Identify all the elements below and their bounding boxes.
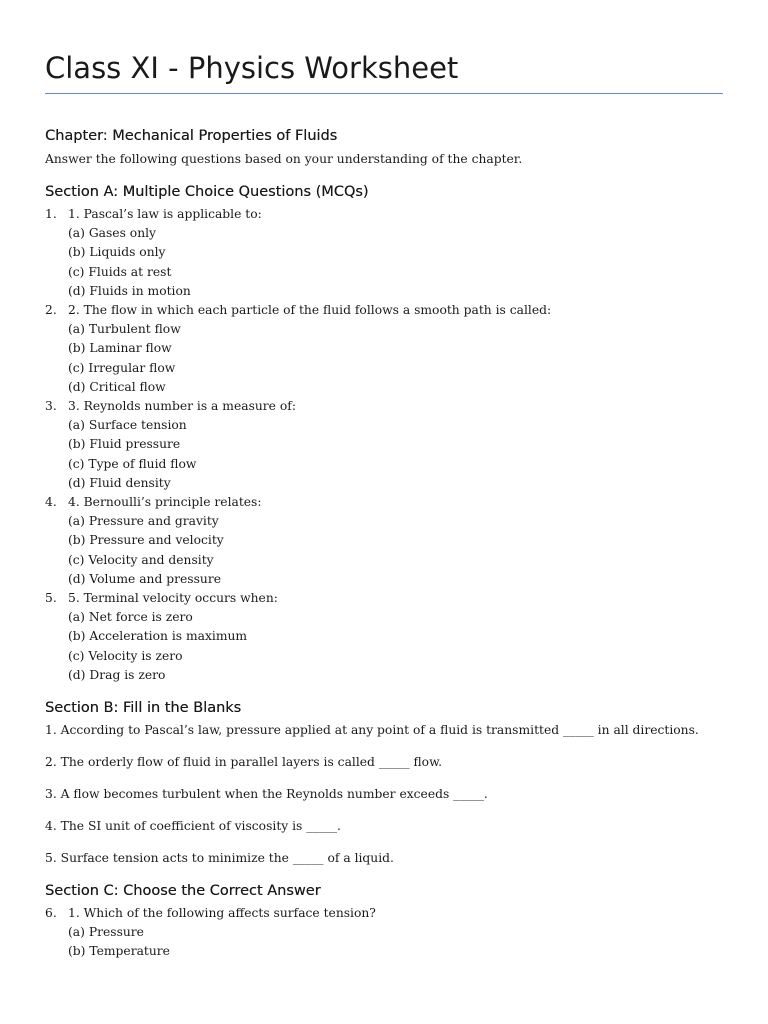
fill-blank-item: 3. A flow becomes turbulent when the Reynolds number exceeds _____. [45, 787, 488, 802]
intro-text: Answer the following questions based on your understanding of the chapter. [45, 152, 523, 166]
section-a-heading: Section A: Multiple Choice Questions (MCQs) [45, 184, 369, 200]
option: (a) Gases only [68, 226, 156, 241]
fill-blank-item: 2. The orderly flow of fluid in parallel layers is called _____ flow. [45, 755, 443, 770]
question-number: 3. [45, 399, 57, 414]
section-b-heading: Section B: Fill in the Blanks [45, 700, 242, 717]
title-divider [45, 93, 723, 94]
option: (c) Irregular flow [68, 360, 176, 375]
option: (d) Fluid density [68, 475, 171, 490]
option: (a) Pressure and gravity [68, 514, 219, 529]
mcq-item [45, 301, 723, 397]
mcq-item [45, 205, 723, 301]
question-text: 2. The flow in which each particle of the fluid follows a smooth path is called: [68, 303, 552, 318]
fill-blank-item: 5. Surface tension acts to minimize the _____ of a liquid. [45, 851, 394, 866]
section-c-heading: Section C: Choose the Correct Answer [45, 883, 321, 900]
option: (c) Type of fluid flow [68, 456, 197, 471]
question-number: 5. [45, 591, 57, 606]
option: (b) Fluid pressure [68, 437, 181, 452]
option: (b) Temperature [68, 944, 170, 959]
mcq-item [45, 493, 723, 589]
option: (a) Turbulent flow [68, 322, 181, 337]
option: (b) Laminar flow [68, 341, 172, 356]
question-text: 1. Pascal’s law is applicable to: [68, 207, 262, 221]
option: (d) Critical flow [68, 379, 166, 394]
mcq-list [45, 205, 723, 685]
fill-blank-item: 4. The SI unit of coefficient of viscosity is _____. [45, 819, 341, 834]
question-text: 4. Bernoulli’s principle relates: [68, 495, 262, 510]
option: (c) Fluids at rest [68, 264, 172, 279]
option: (d) Drag is zero [68, 667, 166, 682]
worksheet-page [45, 0, 723, 962]
option: (c) Velocity and density [68, 552, 214, 567]
question-number: 4. [45, 495, 57, 510]
question-number: 1. [45, 207, 57, 221]
fill-blank-item: 1. According to Pascal’s law, pressure applied at any point of a fluid is transmitted _____ in all directions. [45, 723, 699, 738]
option: (a) Net force is zero [68, 610, 193, 625]
choose-item [45, 904, 723, 962]
option: (c) Velocity is zero [68, 648, 183, 663]
question-text: 1. Which of the following affects surface tension? [68, 906, 376, 921]
question-number: 6. [45, 906, 57, 921]
chapter-heading: Chapter: Mechanical Properties of Fluids [45, 128, 338, 144]
option: (b) Liquids only [68, 245, 166, 260]
option: (a) Pressure [68, 925, 144, 940]
option: (d) Volume and pressure [68, 571, 221, 586]
option: (b) Acceleration is maximum [68, 629, 248, 644]
question-text: 5. Terminal velocity occurs when: [68, 591, 278, 606]
mcq-item [45, 397, 723, 493]
mcq-item [45, 589, 723, 685]
question-text: 3. Reynolds number is a measure of: [68, 399, 296, 414]
option: (a) Surface tension [68, 418, 187, 433]
fill-blanks-list [45, 721, 723, 868]
question-number: 2. [45, 303, 57, 318]
page-title: Class XI - Physics Worksheet [45, 51, 459, 85]
option: (d) Fluids in motion [68, 283, 191, 298]
choose-answer-list [45, 904, 723, 962]
option: (b) Pressure and velocity [68, 533, 224, 548]
